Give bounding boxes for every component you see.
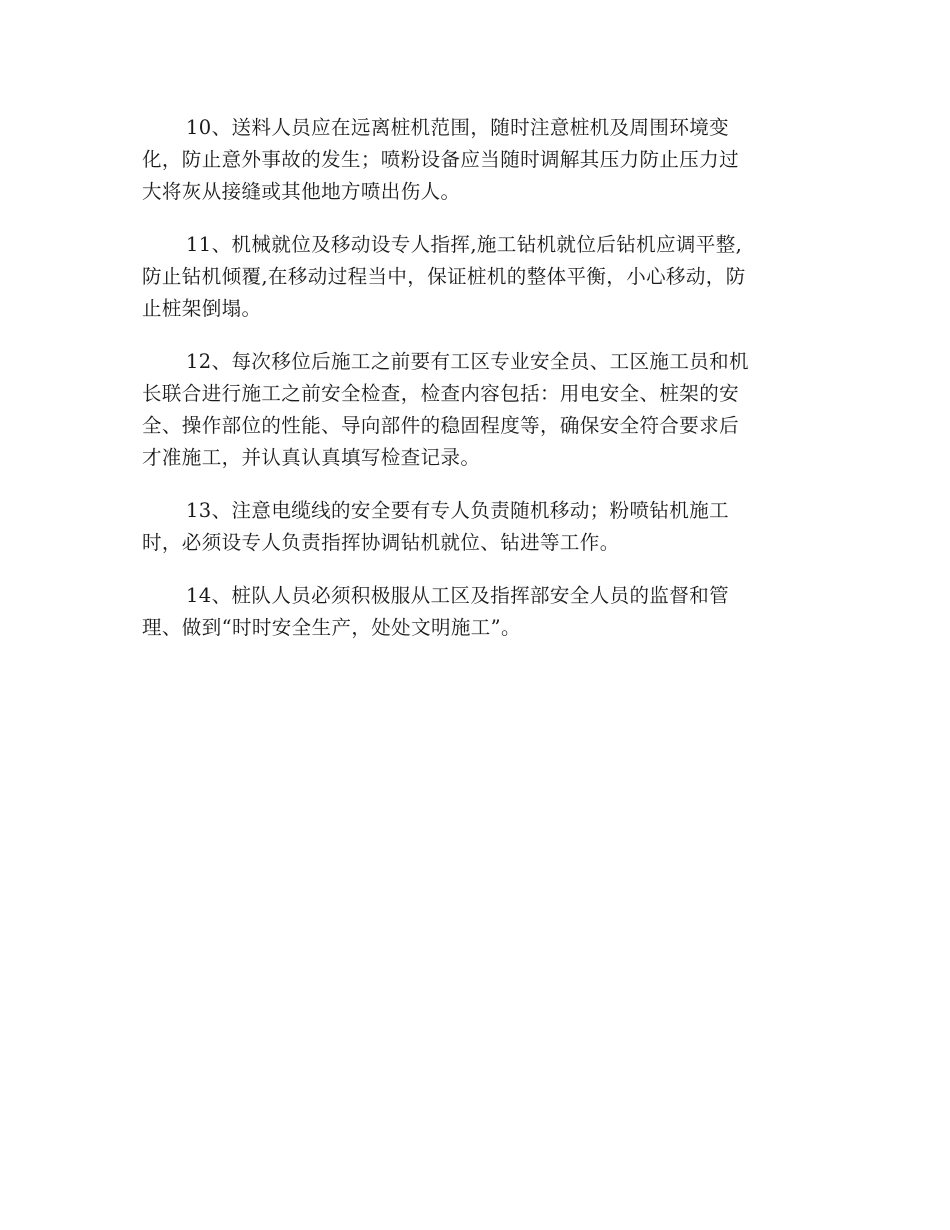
paragraph-line: 理、做到“时时安全生产，处处文明施工”。 [142,616,521,639]
paragraph-line: 时，必须设专人负责指挥协调钻机就位、钻进等工作。 [142,531,620,554]
paragraph-line: 12、每次移位后施工之前要有工区专业安全员、工区施工员和机 [186,350,749,373]
paragraph-item-11 [142,229,806,325]
paragraph-line: 长联合进行施工之前安全检查，检查内容包括：用电安全、桩架的安 [142,382,740,405]
paragraph-line: 化，防止意外事故的发生；喷粉设备应当随时调解其压力防止压力过 [142,148,740,171]
document-body [142,112,806,666]
paragraph-line: 止桩架倒塌。 [142,297,262,320]
paragraph-item-10 [142,112,806,208]
paragraph-line: 全、操作部位的性能、导向部件的稳固程度等，确保安全符合要求后 [142,414,740,437]
paragraph-line: 防止钻机倾覆,在移动过程当中，保证桩机的整体平衡，小心移动，防 [142,265,746,288]
paragraph-item-14 [142,580,806,644]
paragraph-line: 才准施工，并认真认真填写检查记录。 [142,446,481,469]
paragraph-line: 10、送料人员应在远离桩机范围，随时注意桩机及周围环境变 [186,116,730,139]
paragraph-line: 大将灰从接缝或其他地方喷出伤人。 [142,180,461,203]
paragraph-line: 14、桩队人员必须积极服从工区及指挥部安全人员的监督和管 [186,584,730,607]
paragraph-item-13 [142,495,806,559]
paragraph-line: 11、机械就位及移动设专人指挥,施工钻机就位后钻机应调平整, [186,233,743,256]
paragraph-line: 13、注意电缆线的安全要有专人负责随机移动；粉喷钻机施工 [186,499,730,522]
paragraph-item-12 [142,346,806,474]
